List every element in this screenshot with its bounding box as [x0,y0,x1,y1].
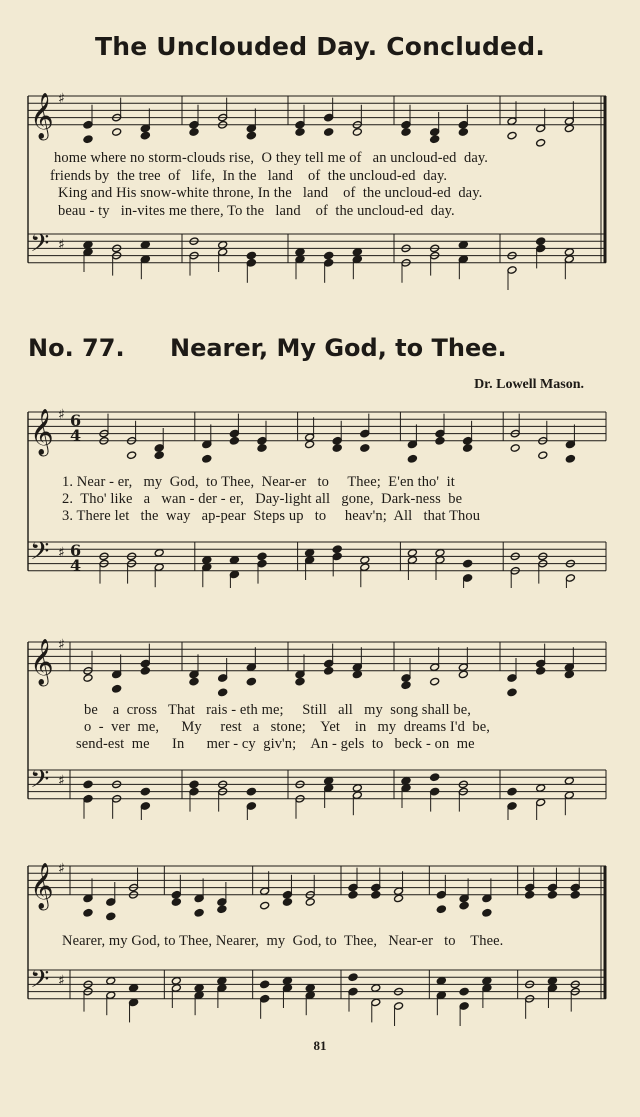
system-3-lyric-verse-2: o - ver me, My rest a stone; Yet in my dreams I'd be, [84,719,490,735]
svg-text:♯: ♯ [58,637,65,653]
hymn-number: No. 77. [28,334,125,362]
svg-text:4: 4 [70,556,82,575]
hymn-title: Nearer, My God, to Thee. [170,334,507,362]
system-3-lyric-verse-3: send-est me In mer - cy giv'n; An - gels to beck - on me [76,736,475,752]
system-1-lyric-verse-1: home where no storm-clouds rise, O they tell me of an uncloud-ed day. [54,150,488,166]
system-2-lyric-verse-3: 3. There let the way ap-pear Steps up to heav'n; All that Thou [62,508,481,524]
page-header-title: The Unclouded Day. Concluded. [94,32,546,61]
svg-text:𝄞: 𝄞 [30,93,54,139]
svg-text:6: 6 [70,541,82,560]
svg-text:♯: ♯ [58,973,65,989]
system-1-lyric-verse-3: King and His snow-white throne, In the land of the uncloud-ed day. [58,185,483,201]
svg-text:𝄢: 𝄢 [30,537,50,572]
svg-text:4: 4 [70,426,82,445]
svg-text:𝄞: 𝄞 [30,863,54,909]
system-4-lyric-verse-1: Nearer, my God, to Thee, Nearer, my God, to Thee, Near-er to Thee. [62,933,504,949]
system-2-lyric-verse-1: 1. Near - er, my God, to Thee, Near-er to Thee; E'en tho' it [62,474,455,490]
system-2-lyric-verse-2: 2. Tho' like a wan - der - er, Day-light all gone, Dark-ness be [62,491,463,507]
svg-text:♯: ♯ [58,407,65,423]
svg-text:♯: ♯ [58,773,65,789]
svg-text:♯: ♯ [58,861,65,877]
svg-text:♯: ♯ [58,545,65,561]
system-3-lyric-verse-1: be a cross That rais - eth me; Still all my song shall be, [84,702,471,718]
system-1-lyric-verse-2: friends by the tree of life, In the land of the uncloud-ed day. [50,168,448,184]
svg-text:♯: ♯ [58,91,65,107]
svg-text:𝄞: 𝄞 [30,639,54,685]
svg-text:𝄢: 𝄢 [30,229,50,264]
system-1-lyric-verse-4: beau - ty in-vites me there, To the land of the uncloud-ed day. [58,203,455,219]
svg-text:𝄞: 𝄞 [30,409,54,455]
svg-text:♯: ♯ [58,237,65,253]
hymn-composer: Dr. Lowell Mason. [474,377,584,392]
svg-text:6: 6 [70,411,82,430]
svg-text:𝄢: 𝄢 [30,965,50,1000]
svg-text:𝄢: 𝄢 [30,765,50,800]
page-number: 81 [313,1038,327,1053]
